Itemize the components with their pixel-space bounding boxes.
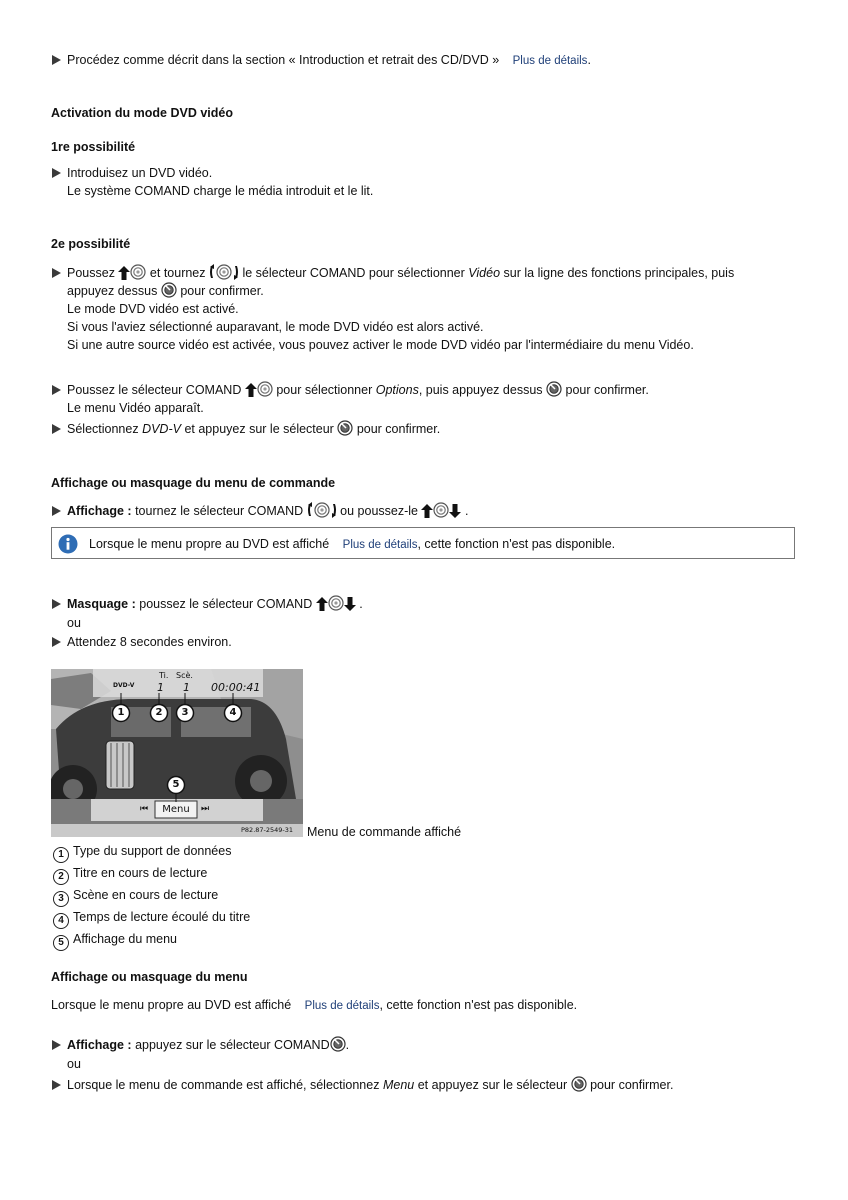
- sel1: Sélectionnez: [67, 422, 139, 436]
- comand-knob-icon: [257, 381, 273, 397]
- intro-period: .: [587, 53, 591, 67]
- legend-number: 2: [53, 869, 69, 885]
- opt-a2: pour sélectionner: [276, 383, 373, 397]
- bullet-arrow-icon: [52, 599, 61, 609]
- callout-2: 2: [155, 707, 163, 718]
- show3: .: [464, 504, 469, 518]
- p2-a2: et tournez: [149, 266, 206, 280]
- intro-details-link[interactable]: Plus de détails: [512, 55, 588, 67]
- info-text: Lorsque le menu propre au DVD est affiché: [89, 537, 330, 551]
- bullet-arrow-icon: [52, 55, 61, 65]
- p1-line1: Introduisez un DVD vidéo.: [67, 166, 213, 180]
- select-dvdv-line: [67, 420, 440, 438]
- press-knob-icon: [546, 381, 562, 397]
- menu-line1-after: , cette fonction n'est pas disponible.: [379, 998, 578, 1012]
- info-box: [51, 527, 795, 559]
- push-up-icon: [316, 597, 328, 611]
- push-up-icon: [245, 383, 257, 397]
- legend-number: 1: [53, 847, 69, 863]
- p2-a1: Poussez: [67, 266, 115, 280]
- bullet-arrow-icon: [52, 268, 61, 278]
- osd-dvd-label: DVD-V: [113, 682, 135, 689]
- legend-text: Affichage du menu: [73, 932, 178, 946]
- legend-item: [53, 886, 218, 907]
- menu-last2: et appuyez sur le sélecteur: [417, 1078, 568, 1092]
- menu-last-line: [67, 1076, 673, 1094]
- command-menu-figure: [51, 669, 303, 837]
- menu-show-after: .: [345, 1038, 350, 1052]
- legend-number: 4: [53, 913, 69, 929]
- comand-knob-icon: [328, 595, 344, 611]
- legend-text: Scène en cours de lecture: [73, 888, 219, 902]
- osd-sce-label: Scè.: [176, 671, 193, 680]
- push-down-icon: [449, 504, 461, 518]
- possibility-2-heading: 2e possibilité: [51, 237, 131, 251]
- command-menu-heading: Affichage ou masquage du menu de commande: [51, 476, 336, 490]
- legend-text: Titre en cours de lecture: [73, 866, 208, 880]
- bullet-arrow-icon: [52, 168, 61, 178]
- legend-item: [53, 842, 231, 863]
- menu-show-text: appuyez sur le sélecteur COMAND: [135, 1038, 330, 1052]
- intro-text: Procédez comme décrit dans la section « Introduction et retrait des CD/DVD »: [67, 53, 500, 67]
- info-text-line: [89, 535, 615, 554]
- comand-knob-icon: [130, 264, 146, 280]
- legend-text: Temps de lecture écoulé du titre: [73, 910, 251, 924]
- legend-number: 5: [53, 935, 69, 951]
- legend-text: Type du support de données: [73, 844, 232, 858]
- menu-show-line: [67, 1036, 349, 1054]
- show-label: Affichage :: [67, 504, 132, 518]
- menu-or-text: ou: [67, 1057, 81, 1071]
- possibility-1-heading: 1re possibilité: [51, 140, 136, 154]
- bullet-arrow-icon: [52, 424, 61, 434]
- opt-a1: Poussez le sélecteur COMAND: [67, 383, 242, 397]
- sel3: pour confirmer.: [356, 422, 441, 436]
- menu-section-heading: Affichage ou masquage du menu: [51, 970, 248, 984]
- menu-details-link[interactable]: Plus de détails: [304, 1000, 380, 1012]
- p2-line-b: [67, 282, 264, 300]
- activation-heading: Activation du mode DVD vidéo: [51, 106, 233, 120]
- bullet-arrow-icon: [52, 385, 61, 395]
- p2-b2: pour confirmer.: [180, 284, 264, 298]
- figure-code: P82.87-2549-31: [241, 826, 294, 834]
- bullet-arrow-icon: [52, 1080, 61, 1090]
- push-up-icon: [118, 266, 130, 280]
- p2-line-e: Si une autre source vidéo est activée, vous pouvez activer le mode DVD vidéo par l'intermédiaire du menu Vidéo.: [67, 338, 694, 352]
- menu-last3: pour confirmer.: [590, 1078, 674, 1092]
- turn-knob-icon: [307, 502, 337, 518]
- hide-command-line: [67, 595, 363, 613]
- menu-section-line: [51, 996, 577, 1015]
- p2-a3: le sélecteur COMAND pour sélectionner: [242, 266, 465, 280]
- wait-text: Attendez 8 secondes environ.: [67, 635, 232, 649]
- options-line-a: [67, 381, 649, 399]
- callout-3: 3: [181, 707, 189, 718]
- turn-knob-icon: [209, 264, 239, 280]
- opt-a4: pour confirmer.: [565, 383, 649, 397]
- push-down-icon: [344, 597, 356, 611]
- osd-ti-label: Ti.: [159, 671, 169, 680]
- p2-line-d: Si vous l'aviez sélectionné auparavant, le mode DVD vidéo est alors activé.: [67, 320, 484, 334]
- bullet-arrow-icon: [52, 1040, 61, 1050]
- menu-show-label: Affichage :: [67, 1038, 132, 1052]
- show1: tournez le sélecteur COMAND: [135, 504, 304, 518]
- legend-item: [53, 864, 207, 885]
- p1-line2: Le système COMAND charge le média introduit et le lit.: [67, 184, 374, 198]
- figure-caption: Menu de commande affiché: [307, 825, 462, 839]
- menu-last1: Lorsque le menu de commande est affiché, sélectionnez: [67, 1078, 380, 1092]
- push-up-icon: [421, 504, 433, 518]
- callout-4: 4: [229, 707, 237, 718]
- show2: ou poussez-le: [340, 504, 418, 518]
- hide1: poussez le sélecteur COMAND: [139, 597, 313, 611]
- sel2: et appuyez sur le sélecteur: [184, 422, 334, 436]
- opt-a3: , puis appuyez dessus: [418, 383, 543, 397]
- legend-number: 3: [53, 891, 69, 907]
- press-knob-icon: [571, 1076, 587, 1092]
- options-line-b: Le menu Vidéo apparaît.: [67, 401, 204, 415]
- callout-1: 1: [117, 707, 125, 718]
- p2-a4: sur la ligne des fonctions principales, puis: [503, 266, 735, 280]
- osd-next-icon: ⏭: [201, 804, 210, 814]
- menu-line1: Lorsque le menu propre au DVD est affiché: [51, 998, 292, 1012]
- hide2: .: [359, 597, 363, 611]
- info-details-link[interactable]: Plus de détails: [342, 539, 418, 551]
- osd-prev-icon: ⏮: [140, 804, 149, 814]
- p2-b1: appuyez dessus: [67, 284, 158, 298]
- p2-line-c: Le mode DVD vidéo est activé.: [67, 302, 239, 316]
- comand-knob-icon: [433, 502, 449, 518]
- legend-item: [53, 930, 177, 951]
- bullet-arrow-icon: [52, 506, 61, 516]
- show-command-line: [67, 502, 468, 520]
- osd-time: 00:00:41: [211, 681, 261, 694]
- legend-item: [53, 908, 250, 929]
- info-after: , cette fonction n'est pas disponible.: [417, 537, 616, 551]
- opt-options-term: Options: [375, 383, 419, 397]
- osd-title-number: 1: [157, 681, 164, 694]
- press-knob-icon: [337, 420, 353, 436]
- p2-line-a: [67, 264, 734, 282]
- bullet-arrow-icon: [52, 637, 61, 647]
- or-text: ou: [67, 616, 81, 630]
- osd-scene-number: 1: [183, 681, 190, 694]
- menu-term: Menu: [382, 1078, 415, 1092]
- sel-dvdv-term: DVD-V: [142, 422, 181, 436]
- callout-5: 5: [172, 779, 180, 790]
- p2-video-term: Vidéo: [468, 266, 501, 280]
- intro-line: [67, 51, 591, 70]
- info-icon: [58, 534, 78, 554]
- osd-menu-button: Menu: [162, 804, 190, 815]
- press-knob-icon: [161, 282, 177, 298]
- press-knob-icon: [330, 1036, 346, 1052]
- hide-label: Masquage :: [67, 597, 136, 611]
